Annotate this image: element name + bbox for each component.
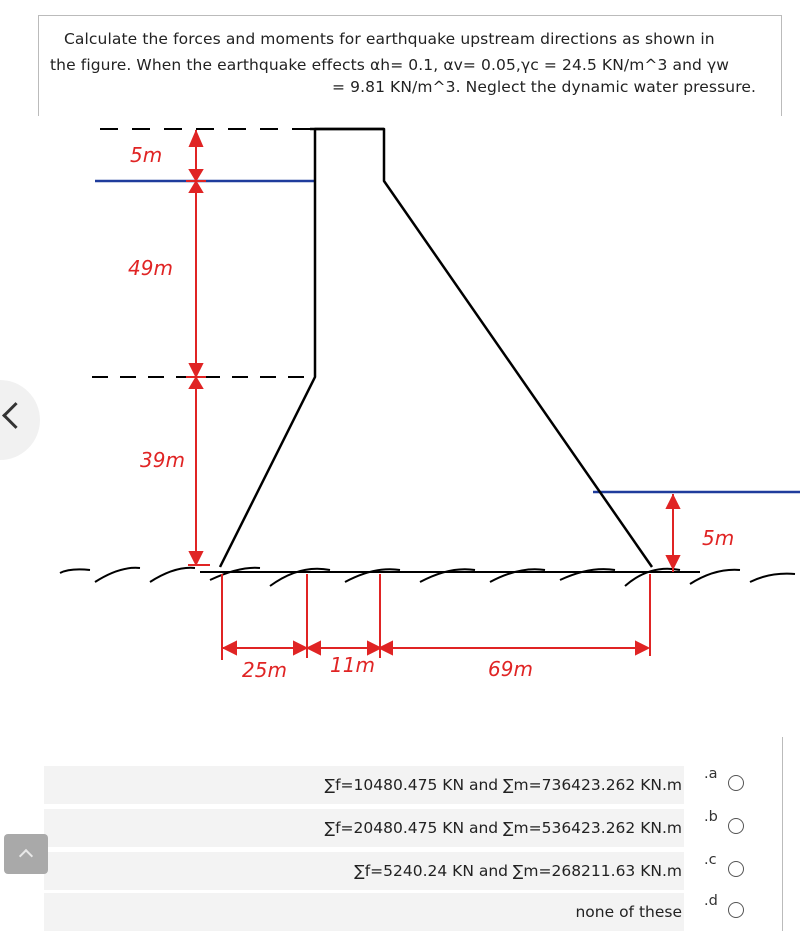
option-c-letter: .c	[704, 852, 717, 868]
option-b-text: ∑f=20480.475 KN and ∑m=536423.262 KN.m	[324, 819, 682, 837]
option-a[interactable]	[44, 766, 684, 804]
label-tailwater: 5m	[702, 526, 735, 550]
label-base-mid: 11m	[330, 653, 375, 677]
dam-figure	[0, 110, 800, 710]
label-base-left: 25m	[242, 658, 287, 682]
option-c-radio[interactable]	[728, 861, 744, 877]
question-line-1: Calculate the forces and moments for earthquake upstream directions as shown in	[64, 30, 715, 48]
option-d-letter: .d	[704, 893, 718, 909]
label-lower-height: 39m	[140, 448, 185, 472]
option-a-text: ∑f=10480.475 KN and ∑m=736423.262 KN.m	[324, 776, 682, 794]
option-d-radio[interactable]	[728, 902, 744, 918]
question-line-3: = 9.81 KN/m^3. Neglect the dynamic water pressure.	[332, 78, 756, 96]
scroll-top-button[interactable]	[4, 834, 48, 874]
option-b-radio[interactable]	[728, 818, 744, 834]
option-c[interactable]	[44, 852, 684, 890]
chevron-left-icon	[2, 402, 29, 429]
option-a-letter: .a	[704, 766, 718, 782]
ground-line	[60, 568, 795, 586]
question-line-2: the figure. When the earthquake effects αh= 0.1, αv= 0.05,γc = 24.5 KN/m^3 and γw	[50, 56, 730, 74]
label-top-freeboard: 5m	[130, 143, 163, 167]
option-a-radio[interactable]	[728, 775, 744, 791]
question-text	[50, 26, 756, 100]
label-base-right: 69m	[488, 657, 533, 681]
option-d[interactable]	[44, 893, 684, 931]
option-c-text: ∑f=5240.24 KN and ∑m=268211.63 KN.m	[354, 862, 682, 880]
option-b[interactable]	[44, 809, 684, 847]
options-border	[782, 737, 783, 931]
upstream-dimension	[186, 130, 210, 566]
tailwater-dimension	[667, 494, 679, 572]
option-d-text: none of these	[575, 903, 682, 921]
label-upper-height: 49m	[128, 256, 173, 280]
chevron-up-icon	[19, 849, 33, 863]
dam-outline	[220, 129, 652, 567]
base-dimension	[222, 574, 650, 660]
option-b-letter: .b	[704, 809, 718, 825]
